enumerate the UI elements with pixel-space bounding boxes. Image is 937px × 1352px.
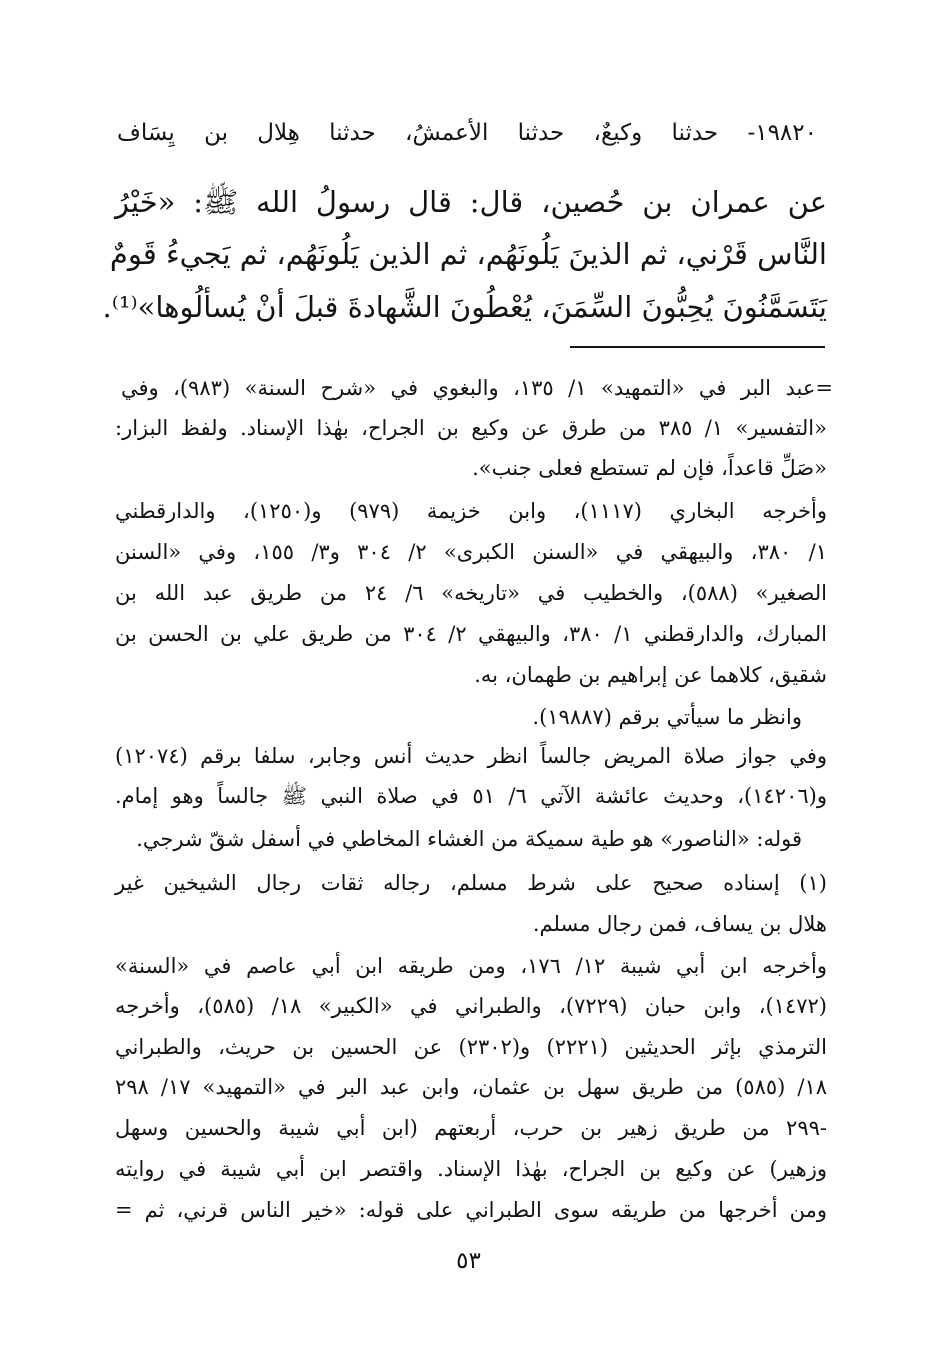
hadith-line: النَّاس قَرْني، ثم الذينَ يَلُونَهُم، ثم الذين يَلُونَهُم، ثم يَجيءُ قَومٌ xyxy=(109,237,827,271)
footnote-line: شقيق، كلاهما عن إبراهيم بن طهمان، به. xyxy=(474,663,827,687)
footnote-line: وانظر ما سيأتي برقم (١٩٨٨٧). xyxy=(532,705,802,729)
footnote-line: الصغير» (٥٨٨)، والخطيب في «تاريخه» ٦/ ٢٤ من طريق عبد الله بن xyxy=(115,581,827,605)
footnote-line: وأخرجه البخاري (١١١٧)، وابن خزيمة (٩٧٩) و(١٢٥٠)، والدارقطني xyxy=(115,499,828,523)
footnote-line: ١٨/ (٥٨٥) من طريق سهل بن عثمان، وابن عبد البر في «التمهيد» ١٧/ ٢٩٨ xyxy=(115,1075,827,1099)
footnote-line: ومن أخرجها من طريقه سوى الطبراني على قوله: «خير الناس قرني، ثم = xyxy=(115,1198,827,1222)
footnote-line: الترمذي بإثر الحديثين (٢٢٢١) و(٢٣٠٢) عن الحسين بن حريث، والطبراني xyxy=(115,1035,827,1059)
footnote-line: (١٤٧٢)، وابن حبان (٧٢٢٩)، والطبراني في «الكبير» ١٨/ (٥٨٥)، وأخرجه xyxy=(115,994,827,1018)
footnote-line: «التفسير» ١/ ٣٨٥ من طرق عن وكيع بن الجراح، بهٰذا الإسناد. ولفظ البزار: xyxy=(115,416,827,440)
footnote-line: وزهير) عن وكيع بن الجراح، بهٰذا الإسناد. واقتصر ابن أبي شيبة في روايته xyxy=(115,1157,827,1181)
page-number: ٥٣ xyxy=(456,1248,481,1274)
footnote-line: و(١٤٢٠٦)، وحديث عائشة الآتي ٦/ ٥١ في صلاة النبي ﷺ جالساً وهو إمام. xyxy=(115,784,827,808)
footnote-line: قوله: «الناصور» هو طية سميكة من الغشاء المخاطي في أسفل شقّ شرجي. xyxy=(136,827,802,851)
footnote-line: وفي جواز صلاة المريض جالساً انظر حديث أنس وجابر، سلفا برقم (١٢٠٧٤) xyxy=(115,744,827,768)
footnote-line: «صَلِّ قاعداً، فإن لم تستطع فعلى جنب». xyxy=(472,456,827,480)
footnote-line: (١) إسناده صحيح على شرط مسلم، رجاله ثقات رجال الشيخين غير xyxy=(115,871,827,895)
hadith-line: عن عمران بن حُصين، قال: قال رسولُ الله ﷺ: «خَيْرُ xyxy=(115,185,827,219)
footnote-separator xyxy=(570,346,825,348)
footnote-line: هلال بن يساف، فمن رجال مسلم. xyxy=(532,912,827,936)
hadith-line: ١٩٨٢٠- حدثنا وكيعٌ، حدثنا الأعمشُ، حدثنا هِلال بن يِسَاف xyxy=(117,120,817,146)
footnote-line: =عبد البر في «التمهيد» ١/ ١٣٥، والبغوي في «شرح السنة» (٩٨٣)، وفي xyxy=(121,376,833,400)
footnote-line: -٢٩٩ من طريق زهير بن حرب، أربعتهم (ابن أبي شيبة والحسين وسهل xyxy=(115,1116,827,1140)
footnote-line: ١/ ٣٨٠، والبيهقي في «السنن الكبرى» ٢/ ٣٠٤ و٣/ ١٥٥، وفي «السنن xyxy=(115,540,827,564)
footnote-line: وأخرجه ابن أبي شيبة ١٢/ ١٧٦، ومن طريقه ابن أبي عاصم في «السنة» xyxy=(115,954,827,978)
hadith-line: يَتَسَمَّنُونَ يُحِبُّونَ السِّمَنَ، يُعْطُونَ الشَّهادةَ قبلَ أنْ يُسألُوها»⁽¹⁾. xyxy=(102,290,827,324)
footnote-line: المبارك، والدارقطني ١/ ٣٨٠، والبيهقي ٢/ ٣٠٤ من طريق علي بن الحسن بن xyxy=(115,622,827,646)
